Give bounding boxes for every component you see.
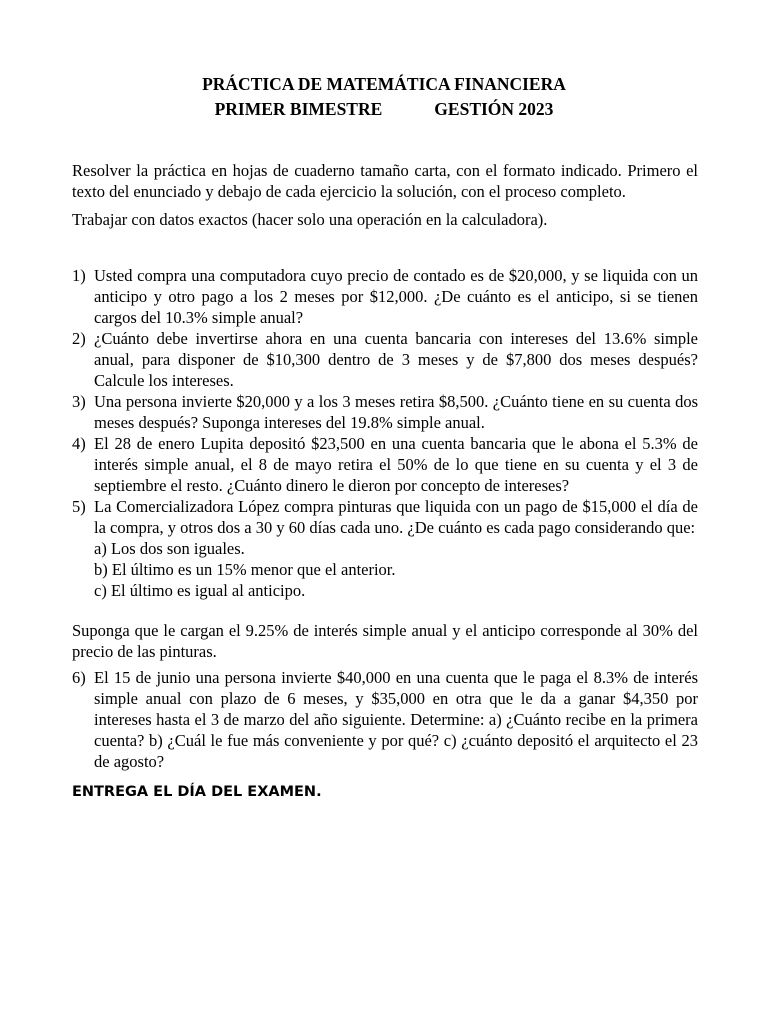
exercise-number: 5) <box>72 497 86 516</box>
exercise-text: El 15 de junio una persona invierte $40,000 en una cuenta que le paga el 8.3% de interés simple anual con plazo de 6 meses, y $35,000 en otra que le da a ganar $4,350 por intereses hasta el 3 de marzo del año siguiente. Determine: a) ¿Cuánto recibe en la primera cuenta? b) ¿Cuál le fue más conveniente y por qué? c) ¿cuánto depositó el arquitecto el 23 de agosto? <box>94 668 698 771</box>
submission-note: ENTREGA EL DÍA DEL EXAMEN. <box>72 784 322 800</box>
exercise-text: Una persona invierte $20,000 y a los 3 meses retira $8,500. ¿Cuánto tiene en su cuenta dos meses después? Suponga intereses del 19.8% simple anual. <box>94 392 698 432</box>
exercise-option: c) El último es igual al anticipo. <box>94 581 306 600</box>
exercise-option: b) El último es un 15% menor que el anterior. <box>94 560 396 579</box>
exercise-item <box>72 496 698 601</box>
exercise-number: 6) <box>72 668 86 687</box>
exercise-item <box>72 328 698 391</box>
subtitle-year: GESTIÓN 2023 <box>434 99 554 119</box>
exercise-option: a) Los dos son iguales. <box>94 539 245 558</box>
document-header <box>0 72 768 122</box>
exercise-number: 1) <box>72 266 86 285</box>
exercise-item <box>72 391 698 433</box>
exercise-5-question: La Comercializadora López compra pinturas que liquida con un pago de $15,000 el día de la compra, y otros dos a 30 y 60 días cada uno. ¿De cuánto es cada pago considerando que: <box>94 497 698 537</box>
exercise-5-note: Suponga que le cargan el 9.25% de interés simple anual y el anticipo corresponde al 30% del precio de las pinturas. <box>72 621 698 661</box>
exercise-text: El 28 de enero Lupita depositó $23,500 en una cuenta bancaria que le abona el 5.3% de interés simple anual, el 8 de mayo retira el 50% de lo que tiene en su cuenta y el 3 de septiembre el resto. ¿Cuánto dinero le dieron por concepto de intereses? <box>94 434 698 495</box>
document-subtitle <box>0 97 768 122</box>
document-title: PRÁCTICA DE MATEMÁTICA FINANCIERA <box>202 74 566 94</box>
exercise-item <box>72 667 698 772</box>
exercise-text <box>94 496 698 601</box>
data-note-paragraph: Trabajar con datos exactos (hacer solo una operación en la calculadora). <box>72 210 548 229</box>
exercise-list-continued <box>72 667 698 772</box>
exercise-item <box>72 265 698 328</box>
exercise-number: 2) <box>72 329 86 348</box>
exercise-text: ¿Cuánto debe invertirse ahora en una cuenta bancaria con intereses del 13.6% simple anual, para disponer de $10,300 dentro de 3 meses y de $7,800 dos meses después? Calcule los intereses. <box>94 329 698 390</box>
exercise-text: Usted compra una computadora cuyo precio de contado es de $20,000, y se liquida con un anticipo y otro pago a los 2 meses por $12,000. ¿De cuánto es el anticipo, si se tienen cargos del 10.3% simple anual? <box>94 266 698 327</box>
instructions-paragraph: Resolver la práctica en hojas de cuaderno tamaño carta, con el formato indicado. Primero el texto del enunciado y debajo de cada ejercicio la solución, con el proceso completo. <box>72 161 698 201</box>
exercise-number: 3) <box>72 392 86 411</box>
exercise-item <box>72 433 698 496</box>
exercise-list <box>72 265 698 601</box>
subtitle-period: PRIMER BIMESTRE <box>214 99 383 119</box>
exercise-number: 4) <box>72 434 86 453</box>
